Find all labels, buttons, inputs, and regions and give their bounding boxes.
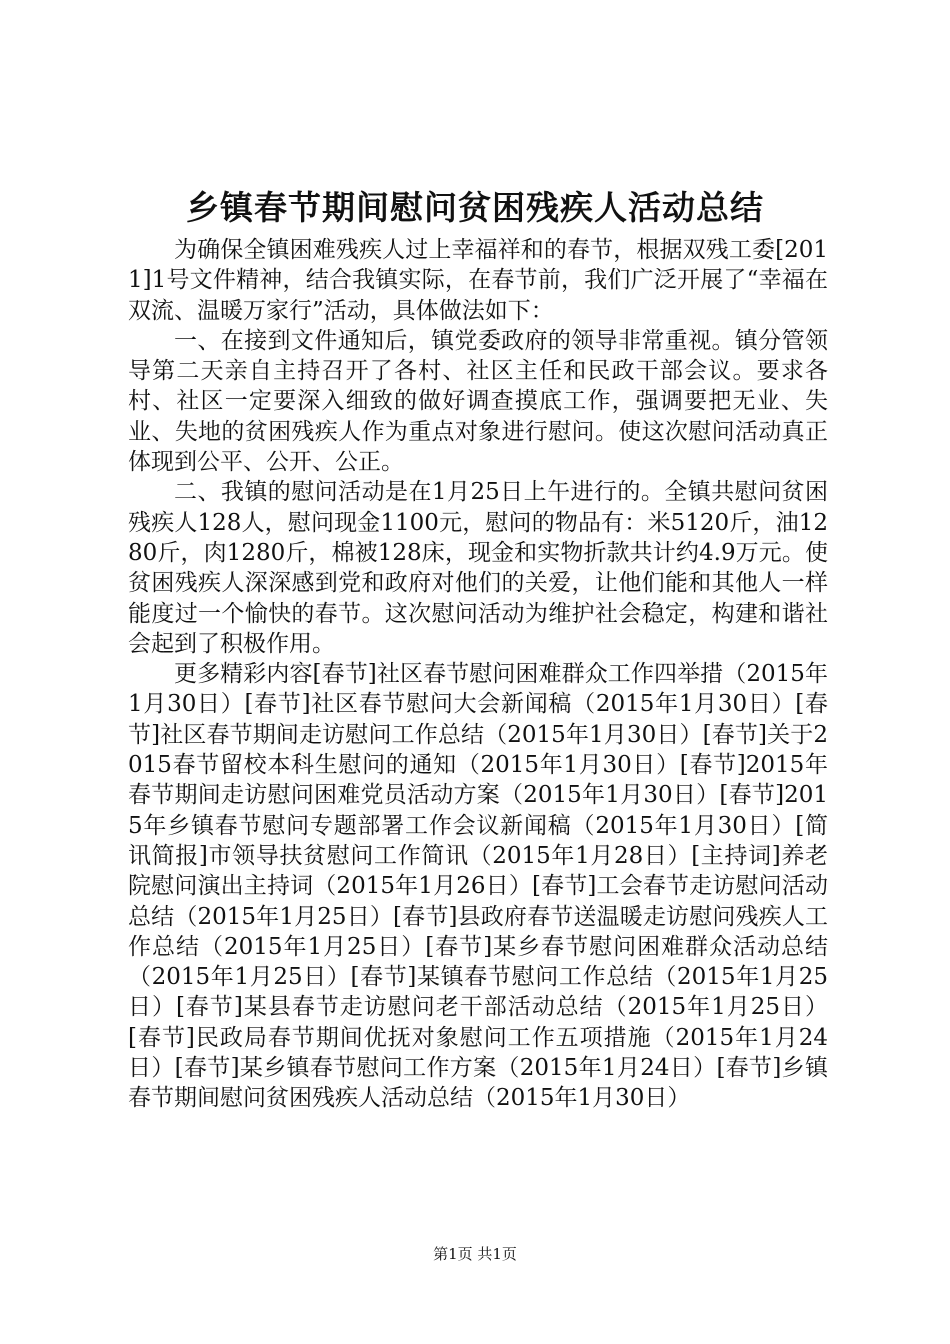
page-footer: 第1页 共1页 — [433, 1245, 517, 1263]
document-title: 乡镇春节期间慰问贫困残疾人活动总结 — [186, 188, 764, 227]
document-body — [128, 235, 828, 1114]
paragraph-section-two: 二、我镇的慰问活动是在1月25日上午进行的。全镇共慰问贫困残疾人128人，慰问现金1100元，慰问的物品有：米5120斤，油1280斤，肉1280斤，棉被128床，现金和实物折款共计约4.9万元。使贫困残疾人深深感到党和政府对他们的关爱，让他们能和其他人一样能度过一个愉快的春节。这次慰问活动为维护社会稳定，构建和谐社会起到了积极作用。 — [128, 479, 828, 657]
paragraph-related-content: 更多精彩内容[春节]社区春节慰问困难群众工作四举措（2015年1月30日）[春节]社区春节慰问大会新闻稿（2015年1月30日）[春节]社区春节期间走访慰问工作总结（2015年1月30日）[春节]关于2015春节留校本科生慰问的通知（2015年1月30日）[春节]2015年春节期间走访慰问困难党员活动方案（2015年1月30日）[春节]2015年乡镇春节慰问专题部署工作会议新闻稿（2015年1月30日）[简讯简报]市领导扶贫慰问工作简讯（2015年1月28日）[主持词]养老院慰问演出主持词（2015年1月26日）[春节]工会春节走访慰问活动总结（2015年1月25日）[春节]县政府春节送温暖走访慰问残疾人工作总结（2015年1月25日）[春节]某乡春节慰问困难群众活动总结（2015年1月25日）[春节]某镇春节慰问工作总结（2015年1月25日）[春节]某县春节走访慰问老干部活动总结（2015年1月25日）[春节]民政局春节期间优抚对象慰问工作五项措施（2015年1月24日）[春节]某乡镇春节慰问工作方案（2015年1月24日）[春节]乡镇春节期间慰问贫困残疾人活动总结（2015年1月30日） — [128, 661, 828, 1112]
paragraph-section-one: 一、在接到文件通知后，镇党委政府的领导非常重视。镇分管领导第二天亲自主持召开了各村、社区主任和民政干部会议。要求各村、社区一定要深入细致的做好调查摸底工作，强调要把无业、失业、失地的贫困残疾人作为重点对象进行慰问。使这次慰问活动真正体现到公平、公开、公正。 — [128, 327, 828, 476]
paragraph-intro: 为确保全镇困难残疾人过上幸福祥和的春节，根据双残工委[2011]1号文件精神，结合我镇实际，在春节前，我们广泛开展了“幸福在双流、温暖万家行”活动，具体做法如下： — [128, 237, 828, 324]
